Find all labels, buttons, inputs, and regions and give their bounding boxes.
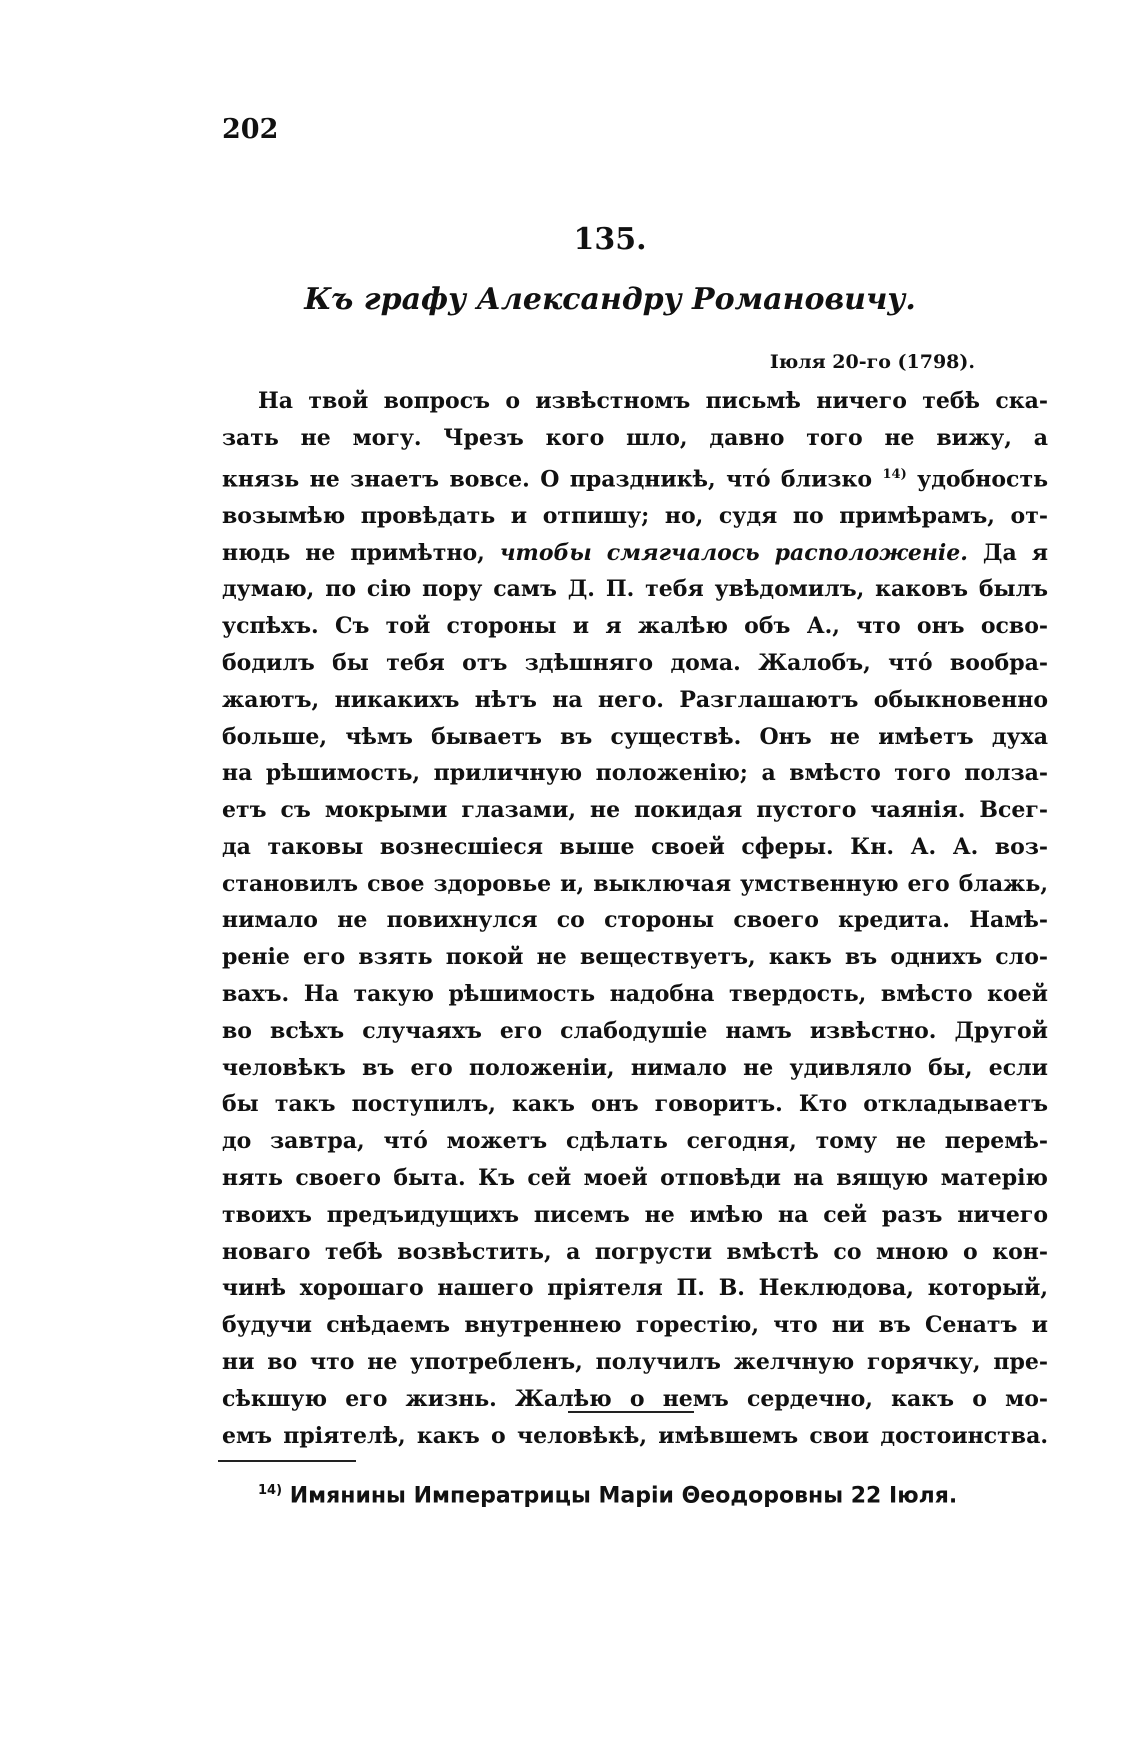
letter-body xyxy=(222,383,1048,1454)
body-line: будучи снѣдаемъ внутреннею горестію, что ни въ Сенатъ и xyxy=(222,1312,1048,1339)
body-line: новаго тебѣ возвѣстить, а погрусти вмѣстѣ со мною о кон- xyxy=(222,1238,1048,1265)
letter-number: 135. xyxy=(573,222,647,257)
body-line: нять своего быта. Къ сей моей отповѣди на вящую матерію xyxy=(222,1165,1048,1192)
body-line: зать не могу. Чрезъ кого шло, давно того не вижу, а xyxy=(222,424,1048,451)
body-line xyxy=(222,457,1048,498)
body-line xyxy=(222,535,1048,572)
body-line: человѣкъ въ его положеніи, нимало не удивляло бы, если xyxy=(222,1054,1048,1081)
body-line: становилъ свое здоровье и, выключая умственную его блажь, xyxy=(222,870,1048,897)
body-line: нимало не повихнулся со стороны своего кредита. Намѣ- xyxy=(222,907,1048,934)
body-line-segment: князь не знаетъ вовсе. О праздникѣ, чтó близко xyxy=(222,465,873,492)
body-line: етъ съ мокрыми глазами, не покидая пустого чаянія. Всег- xyxy=(222,797,1048,824)
body-line-segment: Да я xyxy=(982,539,1048,566)
body-line: емъ пріятелѣ, какъ о человѣкѣ, имѣвшемъ свои достоинства. xyxy=(222,1422,1048,1449)
footnote-separator xyxy=(218,1460,356,1462)
footnote xyxy=(258,1483,957,1508)
footnote-text: Имянины Императрицы Маріи Θеодоровны 22 Іюля. xyxy=(289,1483,958,1509)
body-line: успѣхъ. Съ той стороны и я жалѣю объ А., что онъ осво- xyxy=(222,613,1048,640)
body-line: бодилъ бы тебя отъ здѣшняго дома. Жалобъ, чтó вообра- xyxy=(222,649,1048,676)
body-line: думаю, по сію пору самъ Д. П. тебя увѣдомилъ, каковъ былъ xyxy=(222,576,1048,603)
body-line: На твой вопросъ о извѣстномъ письмѣ ничего тебѣ ска- xyxy=(258,388,1048,414)
footnote-reference: 14) xyxy=(882,466,907,482)
body-line-segment: удобность xyxy=(917,465,1049,492)
body-line-segment: нюдь не примѣтно, xyxy=(222,539,485,566)
body-line: ни во что не употребленъ, получилъ желчную горячку, пре- xyxy=(222,1349,1048,1376)
body-line: во всѣхъ случаяхъ его слабодушіе намъ извѣстно. Другой xyxy=(222,1017,1048,1044)
page-number: 202 xyxy=(222,114,279,145)
end-of-letter-rule xyxy=(568,1411,694,1413)
body-line: вахъ. На такую рѣшимость надобна твердость, вмѣсто коей xyxy=(222,981,1048,1008)
body-line: да таковы вознесшіеся выше своей сферы. Кн. А. А. воз- xyxy=(222,833,1048,860)
body-line: возымѣю провѣдать и отпишу; но, судя по примѣрамъ, от- xyxy=(222,502,1048,529)
body-line: реніе его взять покой не веществуетъ, какъ въ однихъ сло- xyxy=(222,944,1048,971)
italic-phrase: чтобы смягчалось расположеніе. xyxy=(499,539,968,566)
letter-addressee: Къ графу Александру Романовичу. xyxy=(304,282,916,317)
letter-date: Іюля 20-го (1798). xyxy=(769,351,975,373)
body-line: больше, чѣмъ бываетъ въ существѣ. Онъ не имѣетъ духа xyxy=(222,723,1048,750)
body-line: на рѣшимость, приличную положенію; а вмѣсто того полза- xyxy=(222,760,1048,787)
footnote-mark: 14) xyxy=(258,1483,283,1498)
body-line: жаютъ, никакихъ нѣтъ на него. Разглашаютъ обыкновенно xyxy=(222,686,1048,713)
body-line: сѣкшую его жизнь. Жалѣю о немъ сердечно, какъ о мо- xyxy=(222,1385,1048,1412)
body-line: твоихъ предъидущихъ писемъ не имѣю на сей разъ ничего xyxy=(222,1201,1048,1228)
body-line: чинѣ хорошаго нашего пріятеля П. В. Неклюдова, который, xyxy=(222,1275,1048,1302)
body-line: до завтра, чтó можетъ сдѣлать сегодня, тому не перемѣ- xyxy=(222,1128,1048,1155)
body-line: бы такъ поступилъ, какъ онъ говоритъ. Кто откладываетъ xyxy=(222,1091,1048,1118)
